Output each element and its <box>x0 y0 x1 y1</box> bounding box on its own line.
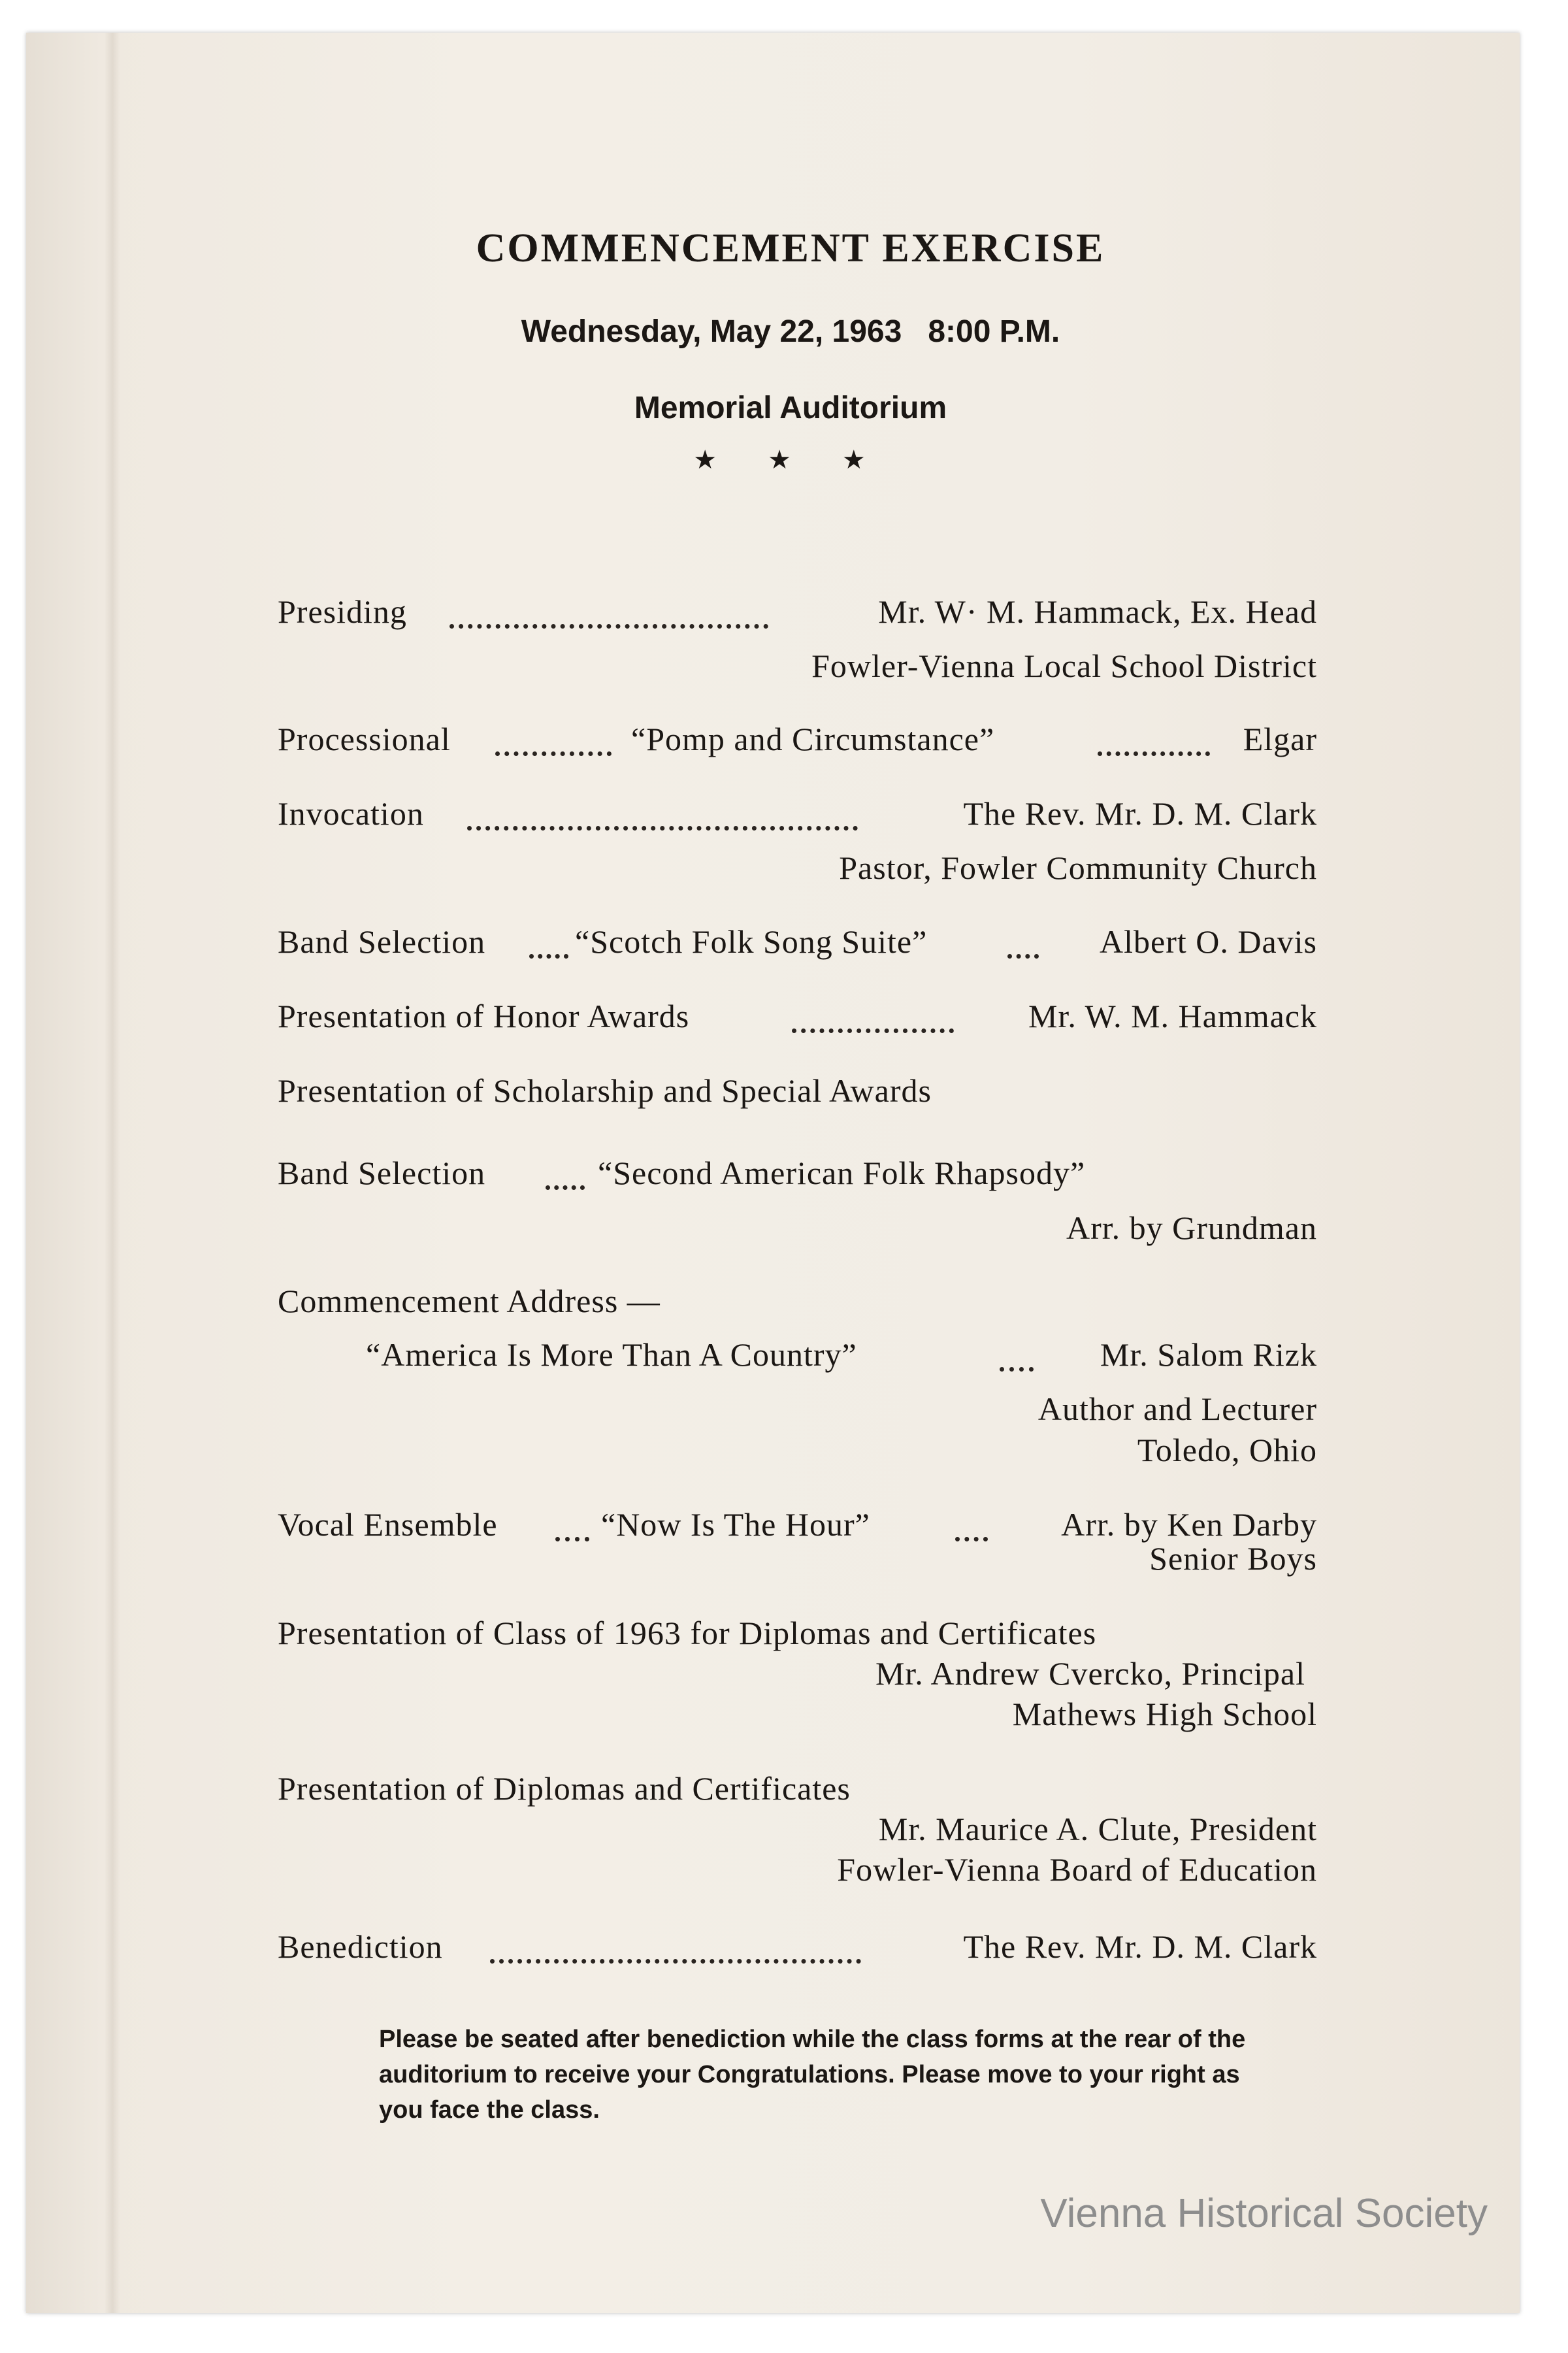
leader-dots <box>467 826 858 831</box>
event-date: Wednesday, May 22, 1963 <box>521 314 902 349</box>
vocal-ensemble-arranger: Arr. by Ken Darby <box>1061 1506 1317 1543</box>
invocation-label: Invocation <box>278 795 424 832</box>
page-title: COMMENCEMENT EXERCISE <box>476 226 1105 271</box>
presiding-label: Presiding <box>278 593 407 630</box>
class-presentation-label: Presentation of Class of 1963 for Diplomas and Certificates <box>278 1615 1097 1651</box>
invocation-detail: The Rev. Mr. D. M. Clark <box>963 795 1317 832</box>
vocal-ensemble-performers: Senior Boys <box>1149 1540 1317 1577</box>
address-speaker-city: Toledo, Ohio <box>1137 1432 1317 1468</box>
leader-dots <box>495 751 612 756</box>
diplomas-presenter: Mr. Maurice A. Clute, President <box>878 1811 1317 1847</box>
diplomas-board: Fowler-Vienna Board of Education <box>837 1851 1317 1888</box>
event-time: 8:00 P.M. <box>928 314 1060 349</box>
leader-dots <box>529 954 568 959</box>
band-selection-title: “Scotch Folk Song Suite” <box>575 923 928 960</box>
diplomas-label: Presentation of Diplomas and Certificates <box>278 1770 851 1807</box>
leader-dots <box>490 1959 861 1964</box>
vocal-ensemble-title: “Now Is The Hour” <box>601 1506 870 1543</box>
honor-awards-detail: Mr. W. M. Hammack <box>1028 998 1317 1034</box>
watermark: Vienna Historical Society <box>1040 2191 1488 2236</box>
band-selection-composer: Albert O. Davis <box>1100 923 1317 960</box>
class-presentation-school: Mathews High School <box>1012 1696 1317 1732</box>
address-label: Commencement Address — <box>278 1283 661 1319</box>
presiding-detail-2: Fowler-Vienna Local School District <box>811 648 1317 684</box>
scholarship-awards-label: Presentation of Scholarship and Special Awards <box>278 1072 932 1109</box>
page-fold <box>105 33 120 2313</box>
event-venue: Memorial Auditorium <box>634 391 947 425</box>
leader-dots <box>792 1028 954 1033</box>
leader-dots <box>555 1537 589 1541</box>
leader-dots <box>1007 954 1039 959</box>
leader-dots <box>449 624 768 629</box>
band-selection-2-arranger: Arr. by Grundman <box>1066 1209 1317 1246</box>
band-selection-label: Band Selection <box>278 923 486 960</box>
vocal-ensemble-label: Vocal Ensemble <box>278 1506 498 1543</box>
stars-ornament: ★ ★ ★ <box>693 445 888 474</box>
benediction-label: Benediction <box>278 1928 443 1965</box>
leader-dots <box>1000 1367 1034 1372</box>
leader-dots <box>1098 751 1210 756</box>
invocation-detail-2: Pastor, Fowler Community Church <box>839 849 1317 886</box>
address-speaker: Mr. Salom Rizk <box>1100 1336 1317 1373</box>
leader-dots <box>955 1537 988 1541</box>
processional-composer: Elgar <box>1243 721 1317 757</box>
processional-title: “Pomp and Circumstance” <box>631 721 995 757</box>
address-speaker-title: Author and Lecturer <box>1037 1390 1317 1427</box>
benediction-detail: The Rev. Mr. D. M. Clark <box>963 1928 1317 1965</box>
band-selection-2-label: Band Selection <box>278 1155 486 1191</box>
event-datetime <box>0 314 1568 350</box>
processional-label: Processional <box>278 721 451 757</box>
honor-awards-label: Presentation of Honor Awards <box>278 998 690 1034</box>
class-presentation-presenter: Mr. Andrew Cvercko, Principal <box>875 1655 1305 1692</box>
leader-dots <box>546 1185 585 1190</box>
band-selection-2-title: “Second American Folk Rhapsody” <box>598 1155 1086 1191</box>
presiding-detail: Mr. W· M. Hammack, Ex. Head <box>878 593 1317 630</box>
seating-note: Please be seated after benediction while the class forms at the rear of the auditorium to receive your Congratulations. Please move to your right as you face the class. <box>379 2026 1246 2124</box>
address-title: “America Is More Than A Country” <box>366 1336 857 1373</box>
